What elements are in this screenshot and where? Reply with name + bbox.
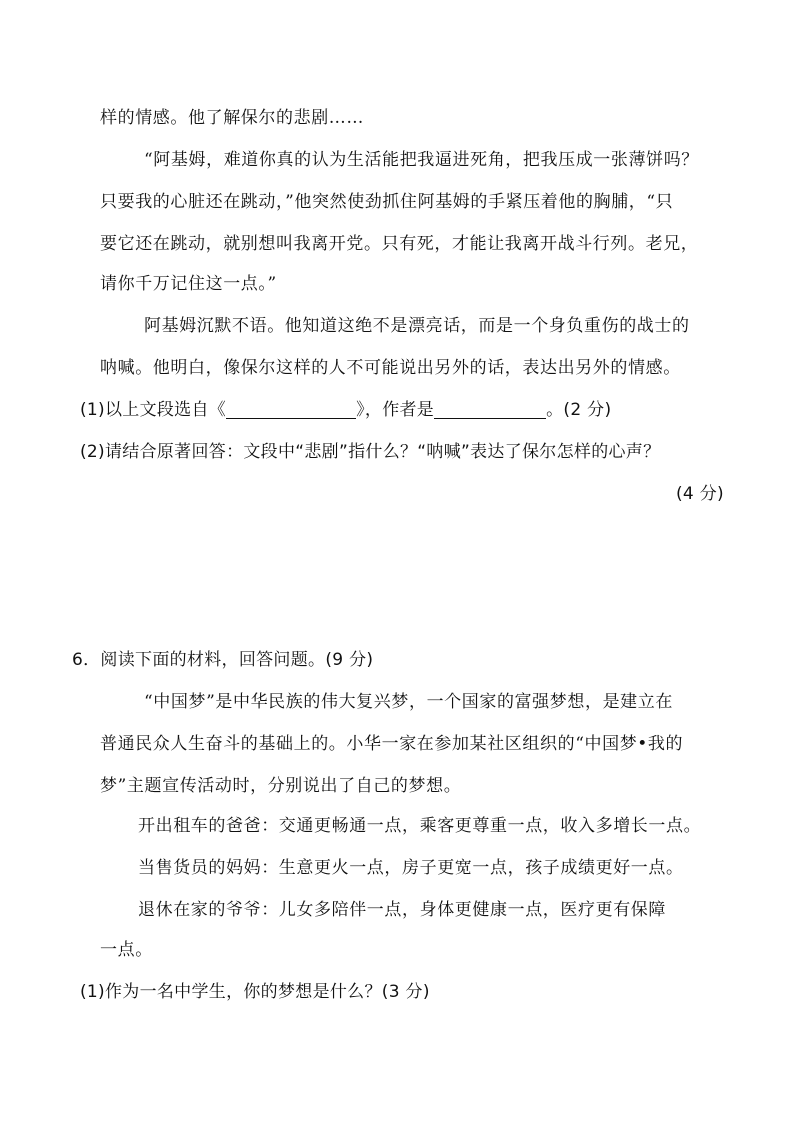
q6-material-line-1: “中国梦”是中华民族的伟大复兴梦，一个国家的富强梦想，是建立在 bbox=[144, 692, 673, 712]
passage-line-1: 样的情感。他了解保尔的悲剧…… bbox=[100, 108, 364, 128]
q6-title: 6．阅读下面的材料，回答问题。(9 分) bbox=[72, 650, 374, 670]
q6-material-line-5: 当售货员的妈妈：生意更火一点，房子更宽一点，孩子成绩更好一点。 bbox=[138, 858, 684, 878]
q6-sub1: (1)作为一名中学生，你的梦想是什么？(3 分) bbox=[80, 982, 430, 1002]
q6-material-line-4: 开出租车的爸爸：交通更畅通一点，乘客更尊重一点，收入多增长一点。 bbox=[138, 816, 702, 836]
passage-line-3: 只要我的心脏还在跳动，”他突然使劲抓住阿基姆的手紧压着他的胸脯，“只 bbox=[100, 192, 674, 212]
q5-sub2: (2)请结合原著回答：文段中“悲剧”指什么？“呐喊”表达了保尔怎样的心声？ bbox=[80, 442, 661, 462]
q5-sub1-suffix: 。(2 分) bbox=[546, 400, 612, 420]
passage-line-5: 请你千万记住这一点。” bbox=[100, 274, 277, 294]
q5-sub1 bbox=[80, 398, 611, 422]
passage-line-7: 呐喊。他明白，像保尔这样的人不可能说出另外的话，表达出另外的情感。 bbox=[100, 358, 681, 378]
q6-material-line-3: 梦”主题宣传活动时，分别说出了自己的梦想。 bbox=[100, 776, 462, 796]
passage-line-6: 阿基姆沉默不语。他知道这绝不是漂亮话，而是一个身负重伤的战士的 bbox=[144, 316, 690, 336]
q5-author-blank[interactable] bbox=[434, 400, 546, 419]
q5-book-title-blank[interactable] bbox=[226, 400, 356, 419]
q5-sub2-score: (4 分) bbox=[676, 484, 724, 504]
q5-sub1-prefix: (1)以上文段选自《 bbox=[80, 400, 227, 420]
q5-sub1-mid: 》，作者是 bbox=[356, 400, 435, 420]
q6-material-line-6: 退休在家的爷爷：儿女多陪伴一点，身体更健康一点，医疗更有保障 bbox=[138, 900, 666, 920]
passage-line-2: “阿基姆，难道你真的认为生活能把我逼进死角，把我压成一张薄饼吗？ bbox=[144, 150, 699, 170]
passage-line-4: 要它还在跳动，就别想叫我离开党。只有死，才能让我离开战斗行列。老兄， bbox=[100, 234, 699, 254]
q6-material-line-2: 普通民众人生奋斗的基础上的。小华一家在参加某社区组织的“中国梦•我的 bbox=[100, 734, 684, 754]
q6-material-line-7: 一点。 bbox=[100, 940, 153, 960]
